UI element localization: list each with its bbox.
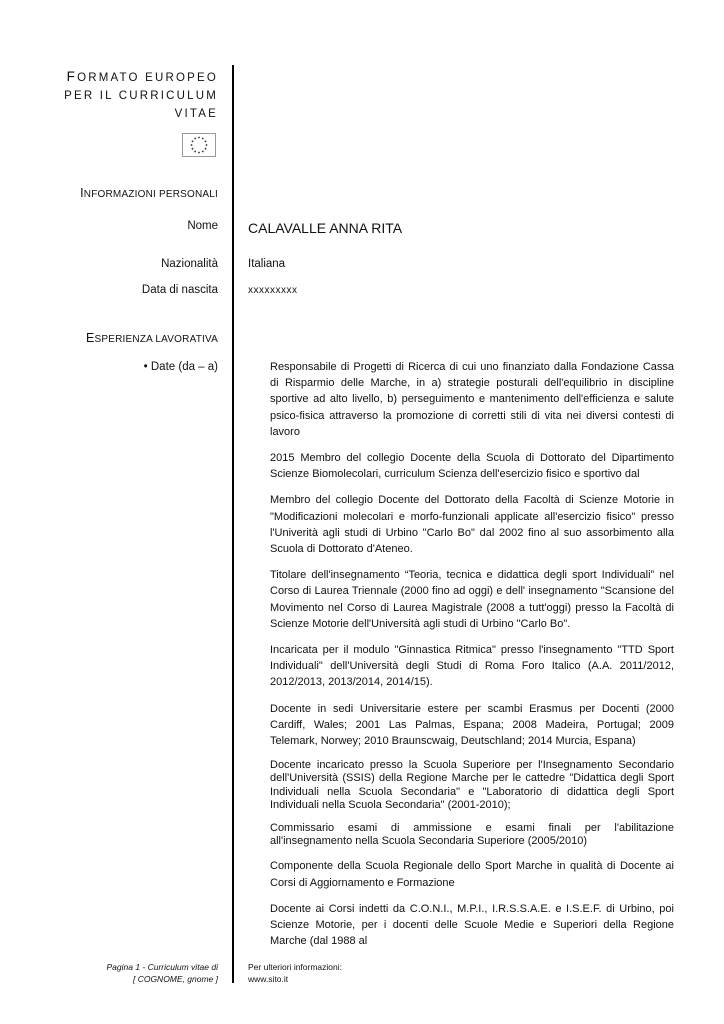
experience-entry: 2015 Membro del collegio Docente della Scuola di Dottorato del Dipartimento Scienze Biomolecolari, curriculum Scienza dell'esercizio fisico e sportivo dal [270,452,674,481]
birth-date-label: Data di nascita [141,284,218,296]
name-value: CALAVALLE ANNA RITA [248,220,403,236]
section-personal-info: INFORMAZIONI PERSONALI [80,186,218,200]
section-work-experience: ESPERIENZA LAVORATIVA [85,331,218,345]
birth-date-value: xxxxxxxxx [248,285,298,296]
experience-entry: Docente ai Corsi indetti da C.O.N.I., M.P.I., I.R.S.S.A.E. e I.S.E.F. di Urbino, poi Scienze Motorie, per i docenti delle Scuole Medie e Superiori della Regione Marche (dal 1988 al [270,902,674,948]
experience-entry: Docente in sedi Universitarie estere per scambi Erasmus per Docenti (2000 Cardiff, Wales; 2001 Las Palmas, Espana; 2008 Madeira, Portugal; 2009 Telemark, Norwey; 2010 Braunscwaig, Deutschland; 2014 Murcia, Espana) [270,702,674,748]
footer-page-info [107,962,219,985]
nationality-label: Nazionalità [161,258,218,270]
vertical-divider [232,65,234,983]
experience-entry: Componente della Scuola Regionale dello Sport Marche in qualità di Docente ai Corsi di Aggiornamento e Formazione [270,860,674,889]
document-title [38,68,218,123]
footer-more-info [248,962,342,985]
nationality-value: Italiana [248,258,286,270]
footer-page-line: Pagina 1 - Curriculum vitae di [106,962,218,972]
experience-entry: Responsabile di Progetti di Ricerca di cui uno finanziato dalla Fondazione Cassa di Risparmio delle Marche, in a) strategie posturali dell'equilibrio in discipline sportive ad alto livello, b) perseguimento e mantenimento dell'efficienza e salute psico-fisica attraverso la promozione di corretti stili di vita nei diversi contesti di lavoro [270,361,674,438]
footer-website-link[interactable]: www.sito.it [248,973,289,984]
eu-flag-icon [182,133,216,157]
experience-entry: Incaricata per il modulo "Ginnastica Ritmica" presso l'insegnamento "TTD Sport Individuali" dell'Università degli Studi di Roma Foro Italico (A.A. 2011/2012, 2012/2013, 2013/2014, 2014/15). [270,644,674,689]
experience-entry: Commissario esami di ammissione e esami finali per l'abilitazione all'insegnamento nella Scuola Secondaria Superiore (2005/2010) [270,822,674,848]
experience-content [270,359,674,960]
date-range-label: • Date (da – a) [143,361,218,373]
experience-entry: Docente incaricato presso la Scuola Superiore per l'Insegnamento Secondario dell'Università (SSIS) della Regione Marche per le cattedre "Didattica degli Sport Individuali nella Scuola Secondaria" e "Laboratorio di didattica degli Sport Individuali nella Scuola Secondaria" (2001-2010); [270,759,674,811]
title-line-2: PER IL CURRICULUM [64,90,218,102]
footer-info-line: Per ulteriori informazioni: [248,962,343,972]
title-line-1: FORMATO EUROPEO [66,69,218,84]
experience-entry: Titolare dell'insegnamento “Teoria, tecnica e didattica degli sport Individuali” nel Corso di Laurea Triennale (2000 fino ad oggi) e dell' insegnamento "Scansione del Movimento nel Corso di Laurea Magistrale (2008 a tutt'oggi) presso la Facoltà di Scienze Motorie dell'Università agli studi di Urbino "Carlo Bo". [270,569,674,630]
title-line-3: VITAE [174,108,218,120]
experience-entry: Membro del collegio Docente del Dottorato della Facoltà di Scienze Motorie in "Modificazioni molecolari e morfo-funzionali applicate all'esercizio fisico" presso l'Univerità agli studi di Urbino "Carlo Bo" dal 2002 fino al suo assorbimento alla Scuola di Dottorato d'Ateneo. [270,494,674,556]
footer-name-line: [ COGNOME, gnome ] [132,973,218,984]
name-label: Nome [187,220,218,232]
